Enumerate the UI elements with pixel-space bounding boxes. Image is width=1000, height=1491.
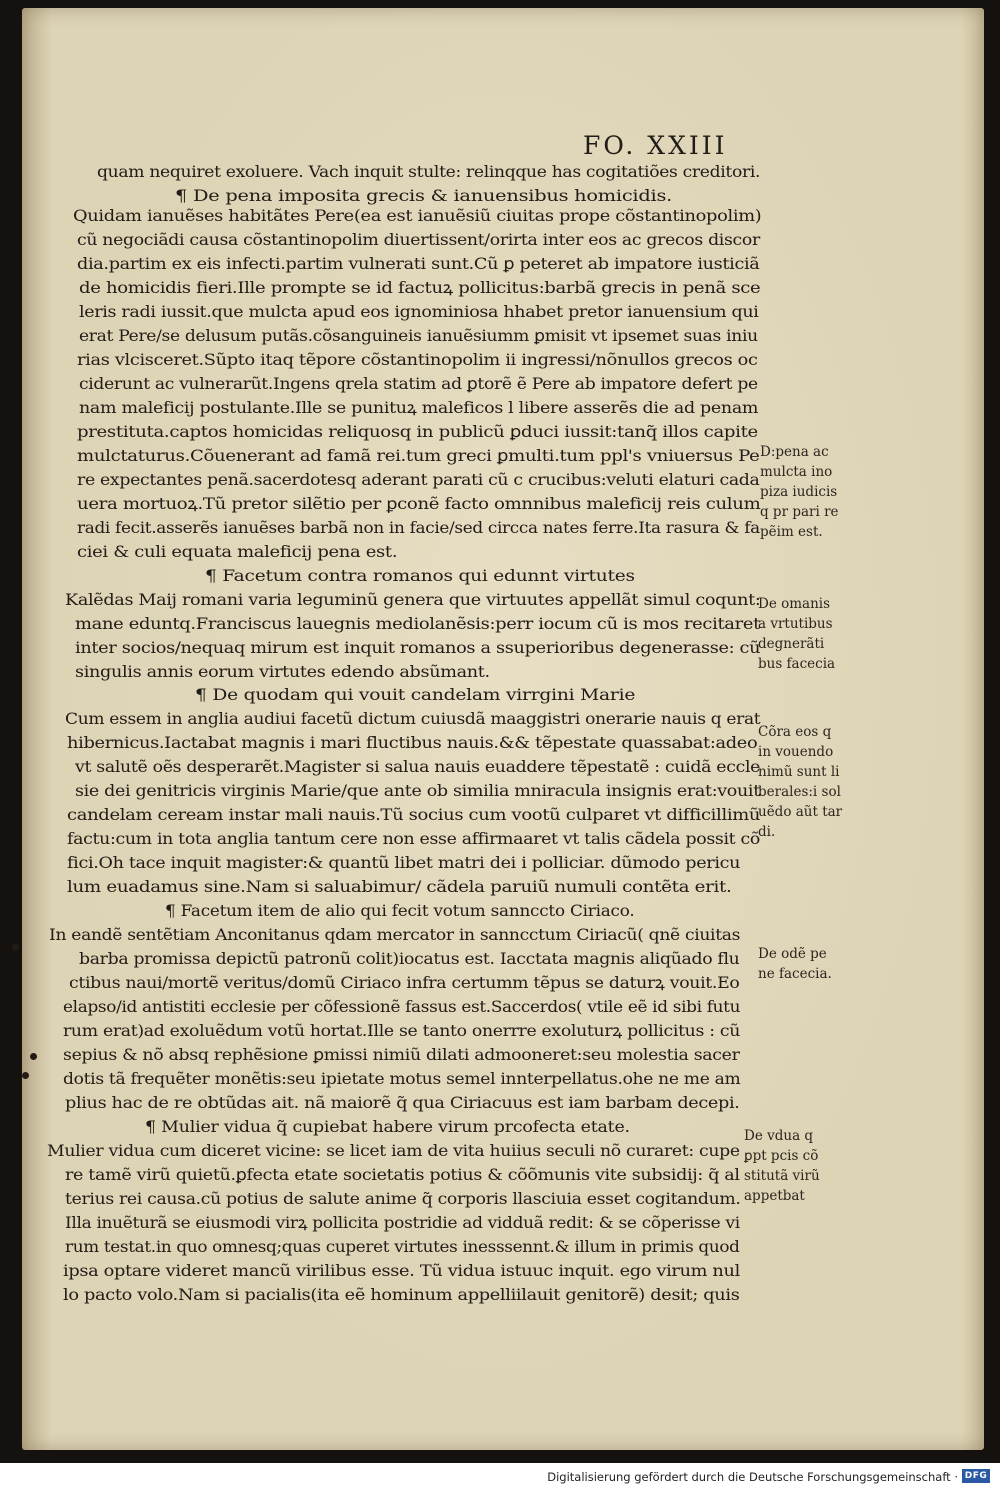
text-line: uera mortuoꝝ.Tũ pretor silẽtio per ꝑconẽ facto omnnibus maleficij reis culum <box>77 494 761 513</box>
margin-note-line: appetbat <box>744 1188 805 1204</box>
margin-note-line: Cõra eos q <box>758 724 832 740</box>
text-line: In eandẽ sentẽtiam Anconitanus qdam mercator in sanncctum Ciriacũ( qnẽ ciuitas <box>49 925 741 944</box>
margin-note-line: in vouendo <box>758 744 834 760</box>
text-line: quam nequiret exoluere. Vach inquit stulte: relinqque has cogitatiões creditori. <box>97 162 761 181</box>
text-line: ciderunt ac vulnerarũt.Ingens qrela statim ad ꝑtorẽ ẽ Pere ab impatore defert pe <box>79 374 758 393</box>
text-line: erat Pere/se delusum putãs.cõsanguineis ianuẽsiumm ꝑmisit vt ipsemet suas iniu <box>79 326 758 345</box>
text-line: candelam ceream instar mali nauis.Tũ socius cum vootũ culparet vt difficillimũ <box>67 805 761 824</box>
text-line: Cum essem in anglia audiui facetũ dictum cuiusdã maaggistri onerarie nauis q erat <box>65 709 761 728</box>
text-line: rum erat)ad exoluẽdum votũ hortat.Ille se tanto onerrre exoluturꝝ pollicitus : cũ <box>63 1021 741 1040</box>
text-line: factu:cum in tota anglia tantum cere non esse affirmaaret vt talis cãdela possit cõ <box>67 829 760 848</box>
text-line: rias vlcisceret.Sũpto itaq tẽpore cõstantinopolim ii ingressi/nõnullos grecos oc <box>77 350 758 369</box>
text-line: sie dei genitricis virginis Marie/que ante ob similia mniracula insignis erat:vouit <box>75 781 760 800</box>
margin-note-line: stitutã virũ <box>744 1168 820 1184</box>
text-line: prestituta.captos homicidas reliquosq in publicũ ꝑduci iussit:tanq̃ illos capite <box>77 422 758 441</box>
text-line: Mulier vidua cum diceret vicine: se licet iam de vita huiius seculi nõ curaret: cupe <box>47 1141 740 1160</box>
text-line: de homicidis fieri.Ille prompte se id factuꝝ pollicitus:barbã grecis in penã sce <box>79 278 761 297</box>
text-line: dotis tã frequẽter monẽtis:seu ipietate motus semel innterpellatus.ohe ne me am <box>63 1069 741 1088</box>
text-line: hibernicus.Iactabat magnis i mari fluctibus nauis.&& tẽpestate quassabat:adeo <box>67 733 758 752</box>
margin-note-line: De omanis <box>758 596 831 612</box>
margin-note-line: q pr pari re <box>760 504 839 520</box>
margin-note-line: pẽim est. <box>760 524 823 540</box>
text-line: lo pacto volo.Nam si pacialis(ita eẽ hominum appelliilauit genitorẽ) desit; quis <box>63 1285 740 1304</box>
text-line: plius hac de re obtũdas ait. nã maiorẽ q̃ qua Ciriacuus est iam barbam decepi. <box>65 1093 740 1112</box>
margin-note-line: mulcta ino <box>760 464 833 480</box>
ink-dot <box>30 1053 37 1060</box>
section-heading: ¶ De pena imposita grecis & ianuensibus homicidis. <box>175 186 673 205</box>
margin-note-line: piza iudicis <box>760 484 838 500</box>
text-line: re expectantes penã.sacerdotesq aderant parati cũ c crucibus:veluti elaturi cada <box>77 470 760 489</box>
section-heading: ¶ Mulier vidua q̃ cupiebat habere virum prcofecta etate. <box>145 1117 630 1136</box>
text-line: nam maleficij postulante.Ille se punituꝝ maleficos l libere asserẽs die ad penam <box>79 398 759 417</box>
text-line: dia.partim ex eis infecti.partim vulnerati sunt.Cũ ꝑ peteret ab impatore iusticiã <box>77 254 760 273</box>
footer-bar <box>0 1463 1000 1491</box>
text-line: Illa inuẽturã se eiusmodi virꝝ pollicita postridie ad vidduã redit: & se cõperisse vi <box>65 1213 740 1232</box>
margin-note-line: degnerãti <box>758 636 825 652</box>
text-line: leris radi iussit.que mulcta apud eos ignominiosa hhabet pretor ianuensium qui <box>79 302 759 321</box>
text-line: mane eduntq.Franciscus lauegnis mediolanẽsis:perr iocum cũ is mos recitaret <box>75 614 760 633</box>
text-line: sepius & nõ absq rephẽsione ꝑmissi nimiũ dilati admooneret:seu molestia sacer <box>63 1045 740 1064</box>
ink-dot <box>22 1072 29 1079</box>
dfg-logo: DFG <box>962 1469 990 1483</box>
section-heading: ¶ Facetum item de alio qui fecit votum sannccto Ciriaco. <box>165 901 635 920</box>
margin-note-line: berales:i sol <box>758 784 841 800</box>
margin-note-line: ne facecia. <box>758 966 832 982</box>
margin-note-line: ꝑpt pcis cõ <box>744 1148 819 1164</box>
text-line: rum testat.in quo omnesq;quas cuperet virtutes inesssennt.& illum in primis quod <box>65 1237 740 1256</box>
text-line: barba promissa depictũ patronũ colit)iocatus est. Iacctata magnis aliqũado flu <box>79 949 740 968</box>
footer-credit: Digitalisierung gefördert durch die Deutsche Forschungsgemeinschaft · <box>547 1470 958 1484</box>
text-line: lum euadamus sine.Nam si saluabimur/ cãdela paruiũ numuli contẽta erit. <box>67 877 732 896</box>
running-head-folio: FO. XXIII <box>583 131 728 160</box>
section-heading: ¶ Facetum contra romanos qui edunnt virtutes <box>205 566 635 585</box>
text-line: ipsa optare videret mancũ virilibus esse. Tũ vidua istuuc inquit. ego virum nul <box>63 1261 740 1280</box>
margin-note-line: De vdua q <box>744 1128 814 1144</box>
margin-note-line: uẽdo aũt tar <box>758 804 843 820</box>
text-line: cũ negociãdi causa cõstantinopolim diuertissent/orirta inter eos ac grecos discor <box>77 230 760 249</box>
text-line: radi fecit.asserẽs ianuẽses barbã non in facie/sed circca nates ferre.Ita rasura & fa <box>77 518 760 537</box>
text-line: ciei & culi equata maleficij pena est. <box>77 542 398 561</box>
text-line: elapso/id antistiti ecclesie per cõfessionẽ fassus est.Saccerdos( vtile eẽ id sibi futu <box>63 997 741 1016</box>
margin-note-line: di. <box>758 824 776 840</box>
margin-note-line: bus facecia <box>758 656 836 672</box>
text-line: fici.Oh tace inquit magister:& quantũ libet matri dei i polliciar. dũmodo pericu <box>67 853 741 872</box>
text-line: Quidam ianuẽses habitãtes Pere(ea est ianuẽsiũ ciuitas prope cõstantinopolim) <box>73 206 762 225</box>
margin-note-line: D:pena ac <box>760 444 829 460</box>
text-line: Kalẽdas Maij romani varia leguminũ genera que virtuutes appellãt simul coqunt: <box>65 590 761 609</box>
text-line: inter socios/nequaq mirum est inquit romanos a ssuperioribus degenerasse: cũ <box>75 638 761 657</box>
text-line: re tamẽ virũ quietũ.ꝑfecta etate societatis potius & cõõmunis vite subsidij: q̃ al <box>65 1165 740 1184</box>
margin-note-line: nimũ sunt li <box>758 764 840 780</box>
text-line: singulis annis eorum virtutes edendo absũmant. <box>75 662 490 681</box>
margin-note-line: De odẽ pe <box>758 946 827 962</box>
text-line: mulctaturus.Cõuenerant ad famã rei.tum greci ꝑmulti.tum ppl's vniuersus Pe <box>77 446 760 465</box>
ink-dot <box>12 944 19 951</box>
section-heading: ¶ De quodam qui vouit candelam virrgini Marie <box>195 685 636 704</box>
text-line: terius rei causa.cũ potius de salute anime q̃ corporis llasciuia esset cogitandum. <box>65 1189 741 1208</box>
margin-note-line: a vrtutibus <box>758 616 833 632</box>
text-line: vt salutẽ oẽs desperarẽt.Magister si salua nauis euaddere tẽpestatẽ : cuidã eccle <box>75 757 761 776</box>
text-line: ctibus naui/mortẽ veritus/domũ Ciriaco infra certumm tẽpus se daturꝝ vouit.Eo <box>69 973 740 992</box>
